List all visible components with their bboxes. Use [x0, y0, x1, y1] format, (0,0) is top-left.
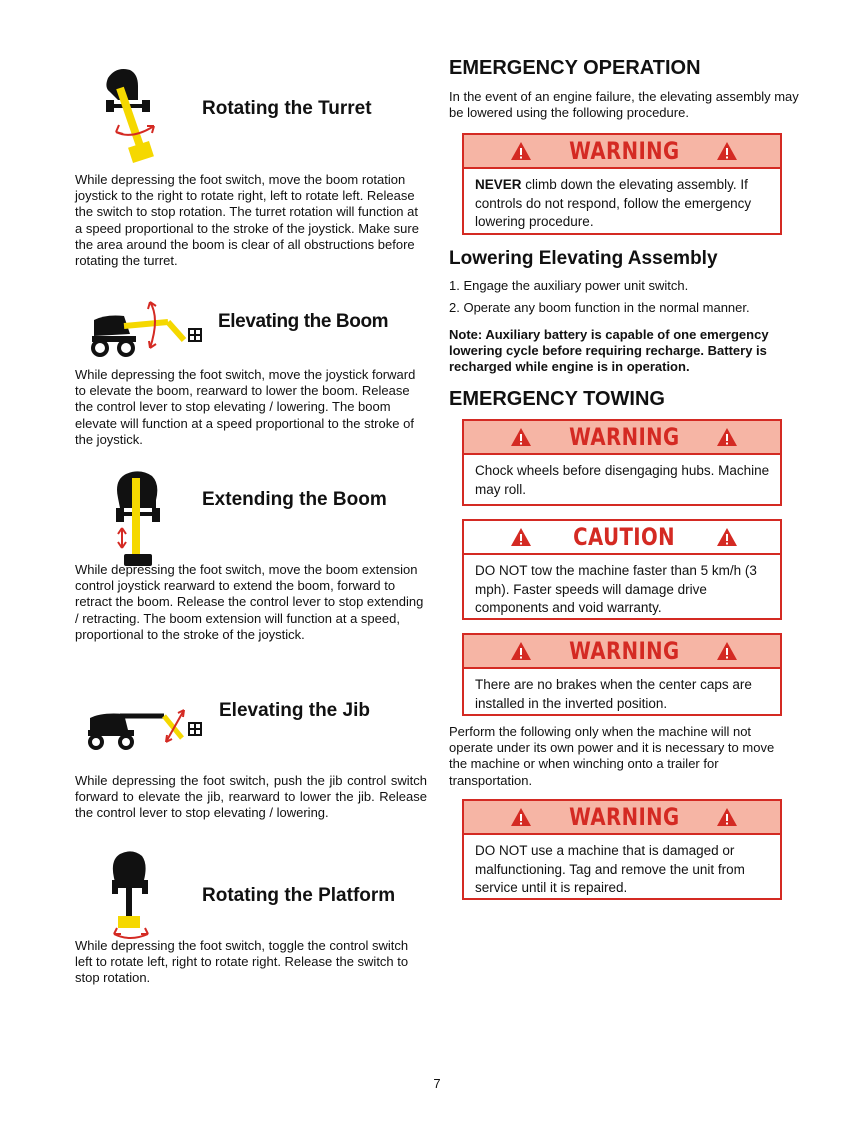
elevating-boom-title: Elevating the Boom	[218, 311, 389, 332]
warning-triangle-icon	[510, 641, 532, 661]
warning-triangle-icon	[716, 527, 738, 547]
warning-triangle-icon	[510, 141, 532, 161]
battery-note: Note: Auxiliary battery is capable of one emergency lowering cycle before requiring recharge. Battery is recharged while engine is in operation.	[449, 327, 769, 374]
caution-tow-text: DO NOT tow the machine faster than 5 km/h (3 mph). Faster speeds will damage drive components and void warranty.	[475, 563, 757, 615]
rotating-platform-text: While depressing the foot switch, toggle the control switch left to rotate left, right to rotate right. Release the switch to stop rotation.	[75, 938, 409, 986]
warning-label: WARNING	[568, 803, 680, 831]
emergency-operation-title: EMERGENCY OPERATION	[449, 57, 701, 79]
warning-damaged-text: DO NOT use a machine that is damaged or malfunctioning. Tag and remove the unit from service until it is repaired.	[475, 843, 745, 895]
platform-rotation-icon	[104, 850, 160, 946]
emergency-towing-title: EMERGENCY TOWING	[449, 388, 665, 410]
elevating-jib-title: Elevating the Jib	[219, 700, 370, 721]
warning-brakes-text: There are no brakes when the center caps are installed in the inverted position.	[475, 677, 752, 711]
warning-triangle-icon	[510, 807, 532, 827]
warning-triangle-icon	[716, 141, 738, 161]
boom-extension-icon	[112, 470, 168, 574]
warning-triangle-icon	[716, 641, 738, 661]
rotating-turret-title: Rotating the Turret	[202, 98, 372, 119]
warning-label: WARNING	[568, 637, 680, 665]
elevating-jib-text: While depressing the foot switch, push the jib control switch forward to elevate the jib, rearward to lower the jib. Release the control lever to stop elevating / lowering.	[75, 773, 427, 821]
warning-triangle-icon	[716, 427, 738, 447]
rotating-turret-text: While depressing the foot switch, move the boom rotation joystick to the right to rotate right, left to rotate left. Release the switch to stop rotation. The turret rotation will function at a speed proportional to the stroke of the joystick. Make sure the area around the boom is clear of all obstructions before rotating the turret.	[75, 172, 419, 269]
warning-label: WARNING	[568, 423, 680, 451]
towing-paragraph: Perform the following only when the machine will not operate under its own power and it is necessary to move the machine or when winching onto a trailer for transportation.	[449, 724, 775, 788]
never-emphasis: NEVER	[475, 177, 522, 192]
warning-chock-text: Chock wheels before disengaging hubs. Machine may roll.	[475, 463, 770, 497]
warning-label: WARNING	[568, 137, 680, 165]
boom-elevation-icon	[86, 296, 208, 358]
jib-elevation-icon	[84, 704, 208, 750]
page-number: 7	[433, 1076, 441, 1091]
extending-boom-title: Extending the Boom	[202, 489, 387, 510]
lowering-step: 1. Engage the auxiliary power unit switch.	[449, 278, 689, 293]
lowering-step: 2. Operate any boom function in the normal manner.	[449, 300, 750, 315]
warning-box-chock	[462, 419, 782, 506]
lowering-title: Lowering Elevating Assembly	[449, 248, 718, 269]
warning-climb-text: climb down the elevating assembly. If controls do not respond, follow the emergency lowering procedure.	[475, 177, 752, 229]
extending-boom-text: While depressing the foot switch, move the boom extension control joystick rearward to extend the boom, forward to retract the boom. Release the control lever to stop extending / retracting. The boom extension will function at a speed, proportional to the stroke of the joystick.	[75, 562, 424, 642]
warning-triangle-icon	[716, 807, 738, 827]
lowering-steps	[449, 278, 801, 322]
warning-box-climb	[462, 133, 782, 235]
emergency-operation-intro: In the event of an engine failure, the elevating assembly may be lowered using the following procedure.	[449, 89, 799, 121]
warning-box-damaged	[462, 799, 782, 900]
turret-rotation-icon	[102, 66, 162, 166]
caution-label: CAUTION	[573, 523, 675, 551]
caution-box-tow-speed	[462, 519, 782, 620]
warning-triangle-icon	[510, 527, 532, 547]
rotating-platform-title: Rotating the Platform	[202, 885, 396, 906]
warning-triangle-icon	[510, 427, 532, 447]
warning-box-brakes	[462, 633, 782, 716]
elevating-boom-text: While depressing the foot switch, move the joystick forward to elevate the boom, rearward to lower the boom. Release the control lever to stop elevating / lowering. The boom elevate will function at a speed proportional to the stroke of the joystick.	[75, 367, 416, 447]
